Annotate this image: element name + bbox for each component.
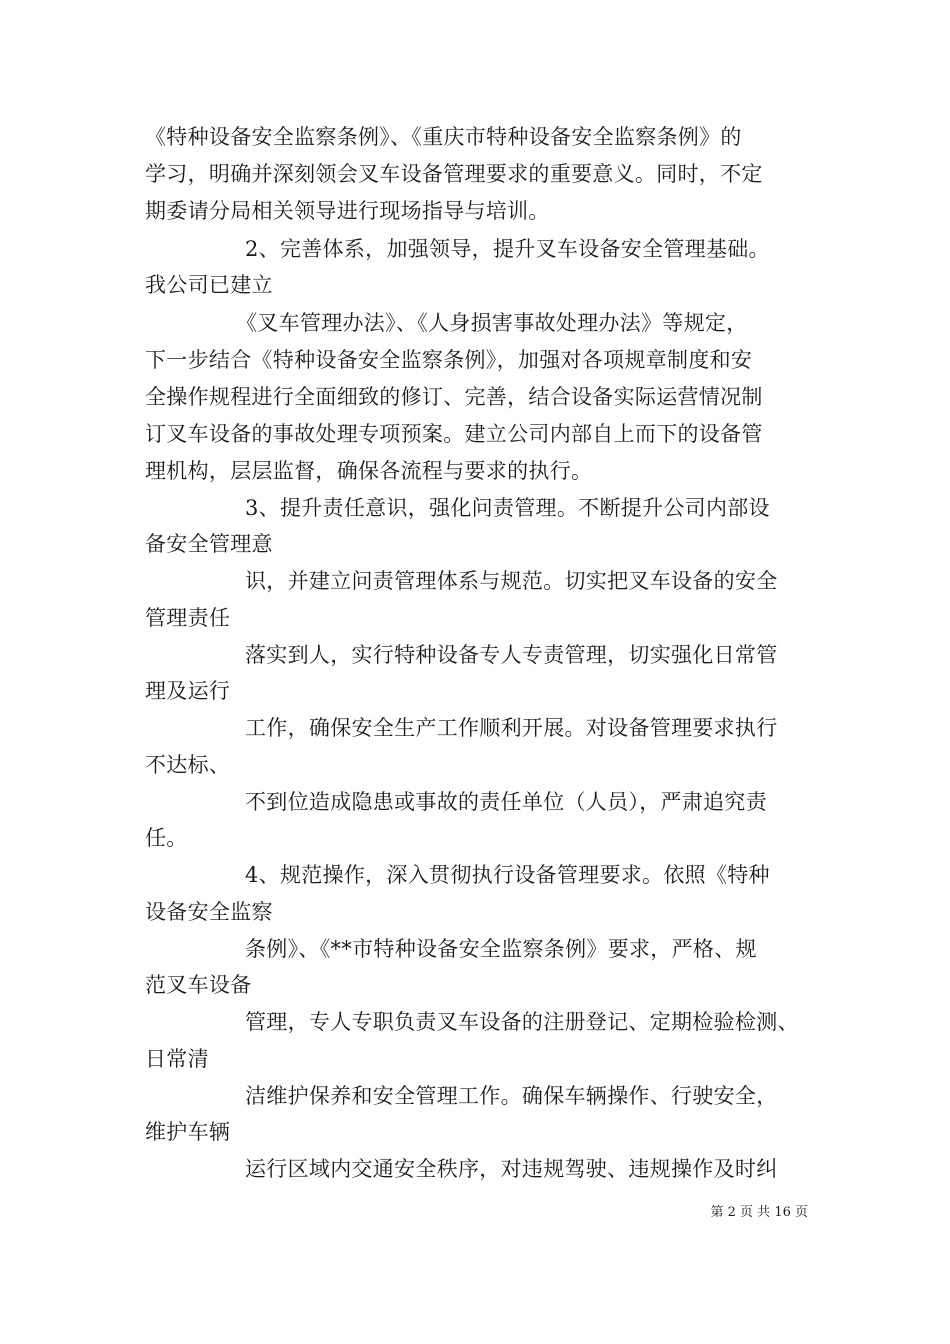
page-number-footer: 第 2 页 共 16 页 bbox=[710, 1205, 808, 1220]
text-line-2: 学习，明确并深刻领会叉车设备管理要求的重要意义。同时，不定 bbox=[145, 162, 763, 186]
text-line-19: 不到位造成隐患或事故的责任单位（人员），严肃追究责 bbox=[245, 790, 767, 814]
text-line-8: 全操作规程进行全面细致的修订、完善，结合设备实际运营情况制 bbox=[145, 385, 763, 409]
text-line-25: 管理，专人专职负责叉车设备的注册登记、定期检验检测、 bbox=[245, 1010, 799, 1034]
text-line-4: 2、完善体系，加强领导，提升叉车设备安全管理基础。 bbox=[245, 237, 770, 261]
text-line-3: 期委请分局相关领导进行现场指导与培训。 bbox=[145, 199, 550, 223]
text-line-27: 洁维护保养和安全管理工作。确保车辆操作、行驶安全， bbox=[245, 1084, 778, 1108]
text-line-6: 《叉车管理办法》、《人身损害事故处理办法》等规定， bbox=[236, 311, 748, 335]
text-line-1: 《特种设备安全监察条例》、《重庆市特种设备安全监察条例》的 bbox=[145, 125, 742, 149]
text-line-12: 备安全管理意 bbox=[145, 532, 273, 556]
text-line-23: 条例》、《**市特种设备安全监察条例》要求，严格、规 bbox=[245, 937, 757, 961]
text-line-22: 设备安全监察 bbox=[145, 900, 273, 924]
text-line-13: 识，并建立问责管理体系与规范。切实把叉车设备的安全 bbox=[245, 569, 778, 593]
text-line-24: 范叉车设备 bbox=[145, 973, 252, 997]
text-line-10: 理机构，层层监督，确保各流程与要求的执行。 bbox=[145, 459, 593, 483]
text-line-18: 不达标、 bbox=[145, 753, 231, 777]
text-line-20: 任。 bbox=[145, 826, 188, 850]
text-line-29: 运行区域内交通安全秩序，对违规驾驶、违规操作及时纠 bbox=[245, 1157, 778, 1181]
text-line-7: 下一步结合《特种设备安全监察条例》，加强对各项规章制度和安 bbox=[145, 348, 753, 372]
text-line-5: 我公司已建立 bbox=[145, 273, 273, 297]
text-line-21: 4、规范操作，深入贯彻执行设备管理要求。依照《特种 bbox=[245, 863, 770, 887]
text-line-15: 落实到人，实行特种设备专人专责管理，切实强化日常管 bbox=[245, 643, 778, 667]
text-line-17: 工作，确保安全生产工作顺利开展。对设备管理要求执行 bbox=[245, 716, 778, 740]
text-line-9: 订叉车设备的事故处理专项预案。建立公司内部自上而下的设备管 bbox=[145, 422, 763, 446]
text-line-26: 日常清 bbox=[145, 1047, 209, 1071]
text-line-28: 维护车辆 bbox=[145, 1120, 231, 1144]
text-line-11: 3、提升责任意识，强化问责管理。不断提升公司内部设 bbox=[245, 496, 770, 520]
text-line-16: 理及运行 bbox=[145, 679, 231, 703]
text-line-14: 管理责任 bbox=[145, 606, 231, 630]
